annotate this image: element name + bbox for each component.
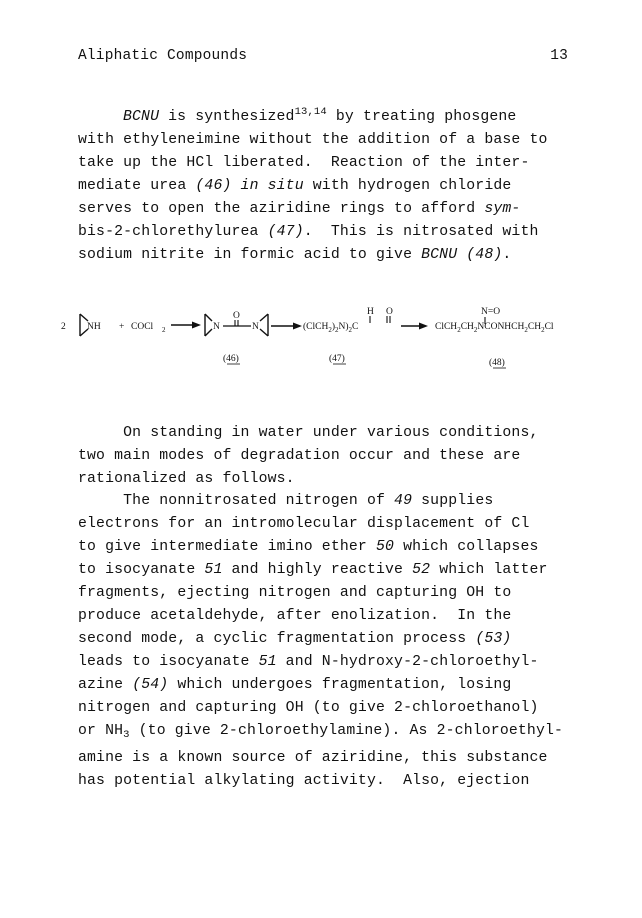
svg-text:ClCH2CH2NCONHCH2CH2Cl: $ClCH_2CH_2NCONHCH_2CH_2Cl$ — [435, 322, 554, 334]
text-line: electrons for an intromolecular displacement of Cl — [78, 516, 530, 532]
paragraph-degradation — [78, 422, 578, 491]
text-line: produce acetaldehyde, after enolization. In the — [78, 608, 512, 624]
reaction-arrow — [401, 323, 428, 330]
text-line: to isocyanate 51 and highly reactive 52 which latter — [78, 562, 548, 578]
compound-47-formula — [303, 307, 393, 334]
svg-text:2: 2 — [162, 326, 166, 334]
text-line: fragments, ejecting nitrogen and capturing OH to — [78, 585, 512, 601]
svg-text:N: N — [252, 322, 259, 332]
text-line: leads to isocyanate 51 and N-hydroxy-2-chloroethyl- — [78, 654, 539, 670]
compound-48-formula — [435, 307, 554, 334]
text-line: amine is a known source of aziridine, this substance — [78, 750, 548, 766]
svg-text:H: H — [367, 307, 374, 317]
text-line: serves to open the aziridine rings to afford sym- — [78, 201, 521, 217]
compound-label-48: (48) — [489, 358, 505, 368]
svg-text:COCl: COCl — [131, 322, 154, 332]
text-line: azine (54) which undergoes fragmentation, losing — [78, 677, 512, 693]
svg-text:O: O — [386, 307, 393, 317]
paragraph-mechanism — [78, 490, 578, 793]
compound-label-46: (46) — [223, 354, 239, 364]
stoichiometric-coefficient: 2 — [61, 322, 66, 332]
plus-sign: + — [119, 322, 125, 332]
aziridine-ring — [80, 314, 101, 336]
text-line: mediate urea (46) in situ with hydrogen chloride — [78, 178, 512, 194]
compound-label-47: (47) — [329, 354, 345, 364]
compound-46-structure — [205, 311, 268, 336]
text-line: to give intermediate imino ether 50 which collapses — [78, 539, 539, 555]
text-line: rationalized as follows. — [78, 471, 295, 487]
text-line: The nonnitrosated nitrogen of 49 supplies — [78, 493, 494, 509]
reaction-arrow — [271, 323, 302, 330]
svg-text:N=O: N=O — [481, 307, 501, 317]
page-number: 13 — [550, 48, 568, 64]
svg-text:(ClCH2)2N)2C: $(ClCH_2)_2N)_2C$ — [303, 322, 359, 334]
reference-superscript: 13,14 — [294, 106, 327, 118]
text-line: BCNU is synthesized$^{13,14}$ by treating phosgene — [123, 106, 517, 125]
compound-name: BCNU — [123, 109, 160, 125]
svg-text:N: N — [213, 322, 220, 332]
text-line: nitrogen and capturing OH (to give 2-chloroethanol) — [78, 700, 539, 716]
text-line: bis-2-chlorethylurea (47). This is nitrosated with — [78, 224, 539, 240]
text-line: with ethyleneimine without the addition of a base to — [78, 132, 548, 148]
reaction-arrow — [171, 322, 201, 329]
text-line: On standing in water under various conditions, — [78, 425, 539, 441]
reaction-scheme — [55, 296, 595, 386]
svg-text:NH: NH — [87, 322, 101, 332]
text-line: second mode, a cyclic fragmentation process (53) — [78, 631, 512, 647]
text-line: take up the HCl liberated. Reaction of the inter- — [78, 155, 530, 171]
running-title: Aliphatic Compounds — [78, 48, 248, 64]
svg-text:O: O — [233, 311, 240, 321]
paragraph-synthesis — [78, 101, 578, 267]
phosgene — [131, 322, 166, 334]
text-line: two main modes of degradation occur and these are — [78, 448, 521, 464]
text-line: sodium nitrite in formic acid to give BCNU (48). — [78, 247, 512, 263]
text-line: or $NH_3$ (to give 2-chloroethylamine). As 2-chloroethyl- — [78, 723, 564, 741]
text-line: has potential alkylating activity. Also, ejection — [78, 773, 530, 789]
